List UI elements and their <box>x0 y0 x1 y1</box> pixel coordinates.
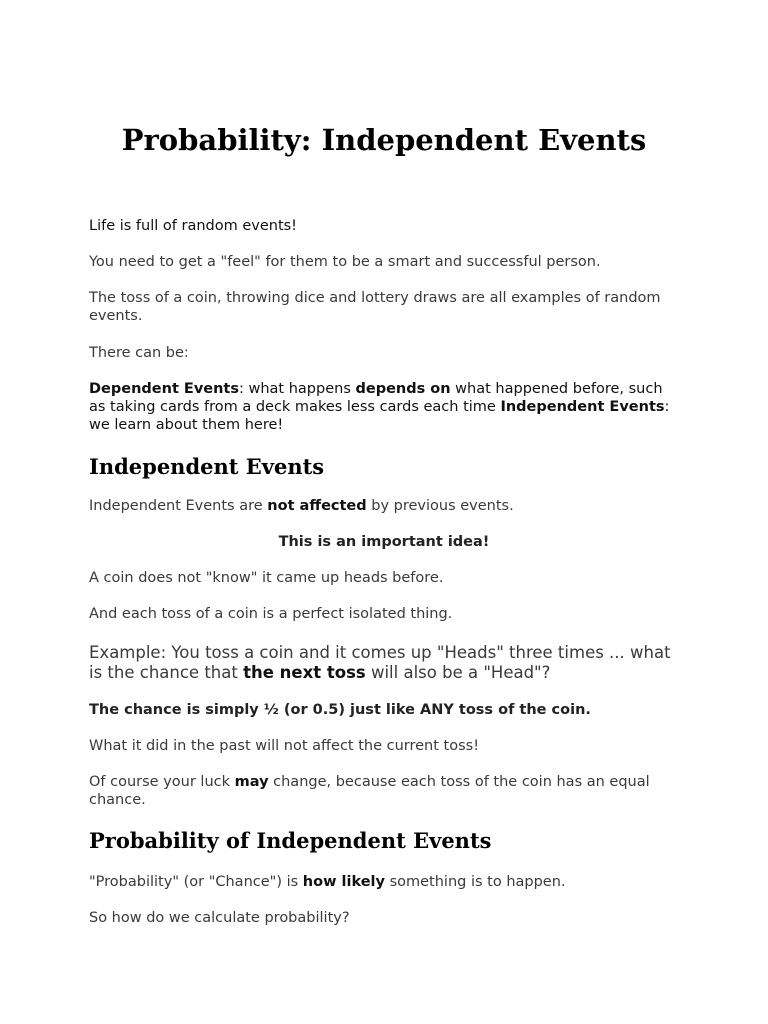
how-likely-bold: how likely <box>302 874 385 890</box>
example-text-b: will also be a "Head"? <box>365 663 551 682</box>
dependent-text-a: : what happens <box>239 381 356 397</box>
section1-paragraph-1 <box>89 497 679 515</box>
section1-paragraph-4: What it did in the past will not affect the current toss! <box>89 738 480 754</box>
next-toss-bold: the next toss <box>243 663 366 682</box>
section1-paragraph-2: A coin does not "know" it came up heads before. <box>89 570 444 586</box>
not-affected-bold: not affected <box>267 498 367 514</box>
section-heading-independent-events: Independent Events <box>89 454 325 479</box>
section1-p5-text-b: change, because each toss of the coin has an equal chance. <box>89 774 650 808</box>
section1-paragraph-3: And each toss of a coin is a perfect isolated thing. <box>89 606 453 622</box>
section2-paragraph-1 <box>89 873 679 891</box>
section2-p1-text-b: something is to happen. <box>384 874 566 890</box>
dependent-text-b: what happened before, such as taking cards from a deck makes less cards each time <box>89 381 663 415</box>
section2-paragraph-2: So how do we calculate probability? <box>89 910 350 926</box>
example-text-a: Example: You toss a coin and it comes up "Heads" three times ... what is the chance that <box>89 643 671 682</box>
intro-paragraph-1: Life is full of random events! <box>89 218 297 234</box>
intro-paragraph-4: There can be: <box>89 345 189 361</box>
dependent-events-label: Dependent Events <box>89 381 239 397</box>
section2-p1-text-a: "Probability" (or "Chance") is <box>89 874 303 890</box>
section1-p1-text-a: Independent Events are <box>89 498 268 514</box>
example-paragraph <box>89 643 679 683</box>
independent-text: : we learn about them here! <box>89 399 670 433</box>
may-bold: may <box>234 774 269 790</box>
intro-paragraph-2: You need to get a "feel" for them to be a smart and successful person. <box>89 254 601 270</box>
section-heading-probability-of-independent-events: Probability of Independent Events <box>89 828 492 853</box>
independent-events-label: Independent Events <box>500 399 665 415</box>
answer-paragraph: The chance is simply ½ (or 0.5) just like ANY toss of the coin. <box>89 702 591 718</box>
page-title: Probability: Independent Events <box>121 123 647 157</box>
event-types-paragraph <box>89 380 679 434</box>
section1-p1-text-b: by previous events. <box>366 498 514 514</box>
section1-p5-text-a: Of course your luck <box>89 774 235 790</box>
intro-paragraph-3: The toss of a coin, throwing dice and lottery draws are all examples of random events. <box>89 290 661 324</box>
depends-on-bold: depends on <box>355 381 451 397</box>
important-idea-callout: This is an important idea! <box>278 534 490 550</box>
section1-paragraph-5 <box>89 773 679 809</box>
